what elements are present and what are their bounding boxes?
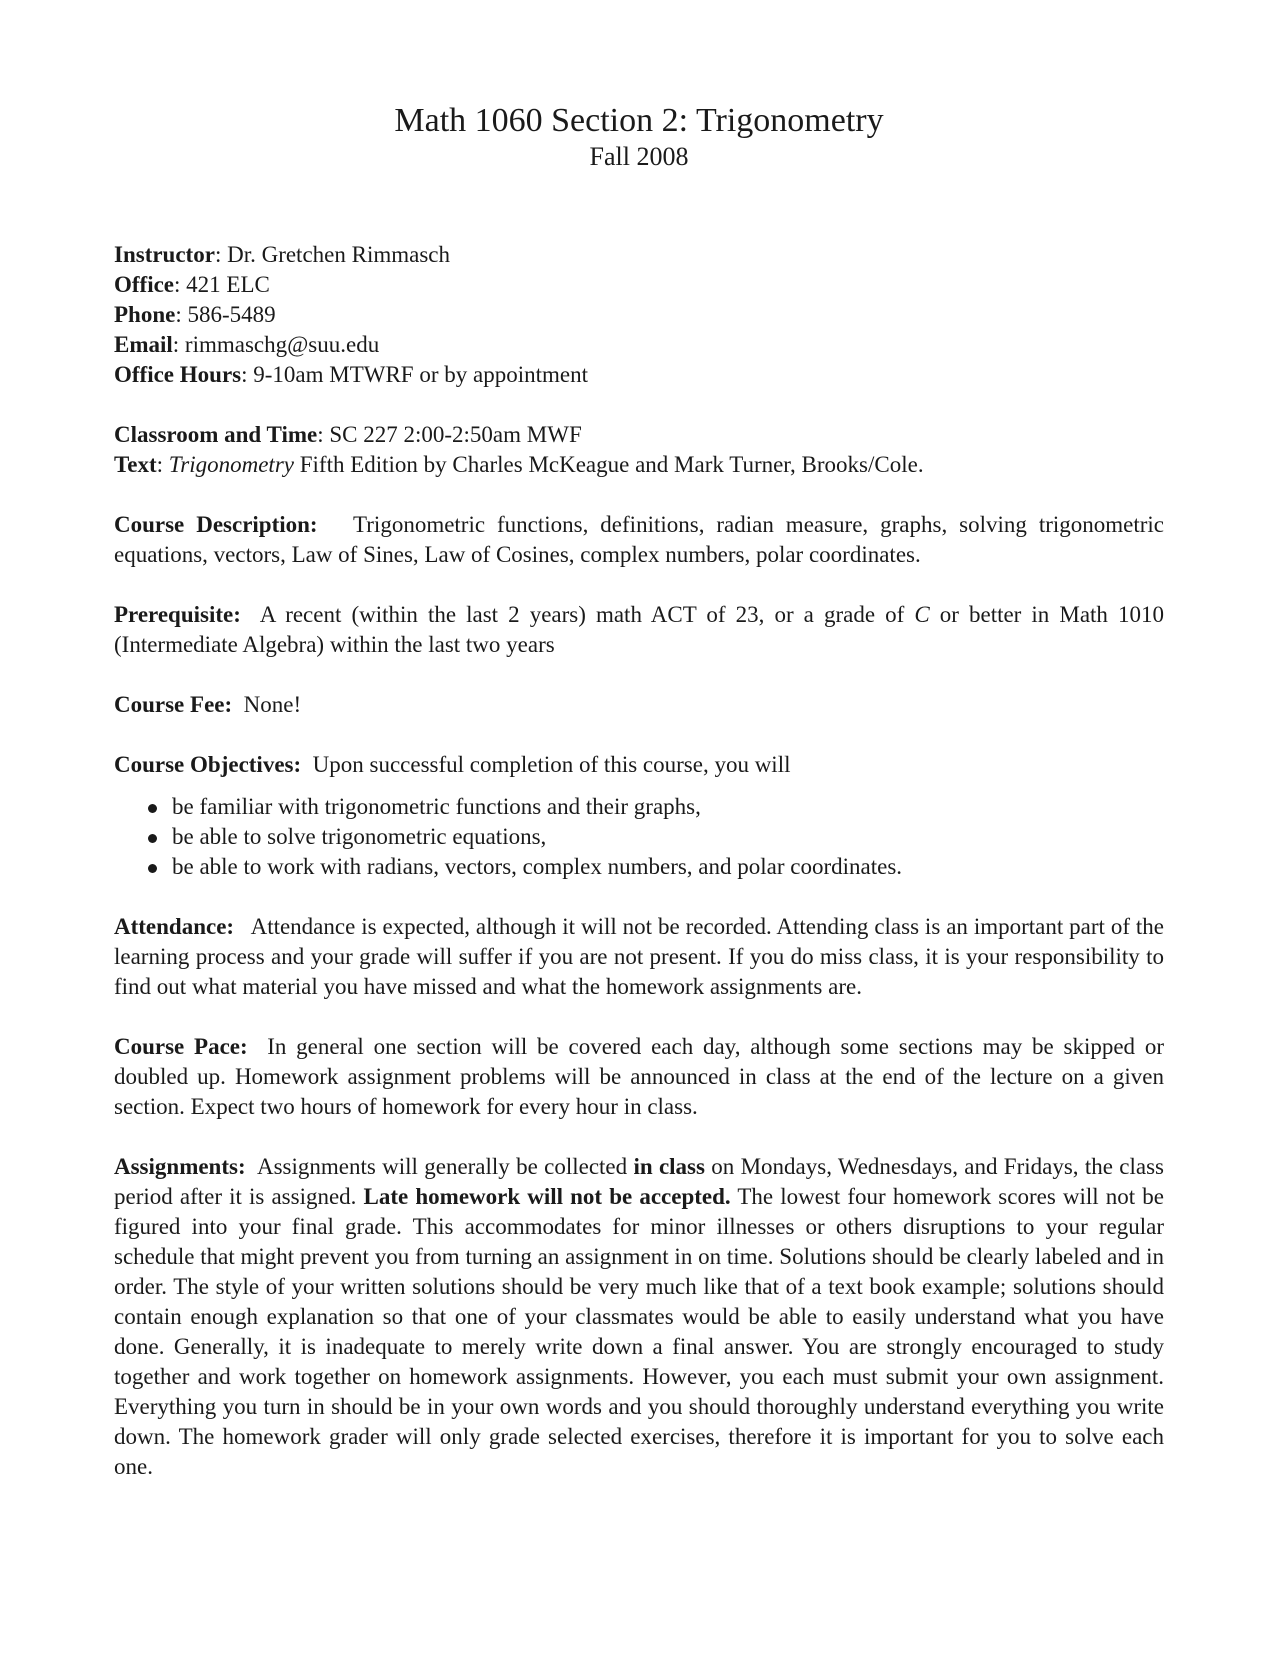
description-label: Course Description: <box>114 512 318 537</box>
text-line <box>114 450 1164 480</box>
office-label: Office <box>114 272 175 297</box>
office-line <box>114 270 1164 300</box>
office-hours-value: 9-10am MTWRF or by appointment <box>247 362 588 387</box>
classroom-line <box>114 420 1164 450</box>
objective-text: be able to solve trigonometric equations, <box>172 824 547 849</box>
assignments-label: Assignments: <box>114 1154 246 1179</box>
class-info <box>114 420 1164 480</box>
classroom-value: SC 227 2:00-2:50am MWF <box>323 422 582 447</box>
pace-value: In general one section will be covered each day, although some sections may be skipped or doubled up. Homework assignment problems will be announced in class at the end of the lecture on a given section. Expect two hours of homework for every hour in class. <box>114 1034 1164 1119</box>
course-fee <box>114 690 1164 720</box>
list-item <box>148 822 1164 852</box>
course-description <box>114 510 1164 570</box>
objectives-list <box>114 792 1164 882</box>
email-line <box>114 330 1164 360</box>
instructor-value: Dr. Gretchen Rimmasch <box>221 242 450 267</box>
assignments-part1: Assignments will generally be collected <box>256 1154 634 1179</box>
contact-info <box>114 240 1164 390</box>
pace-label: Course Pace: <box>114 1034 248 1059</box>
email-value: rimmaschg@suu.edu <box>179 332 380 357</box>
assignments-bold-in-class: in class <box>633 1154 705 1179</box>
classroom-label: Classroom and Time <box>114 422 318 447</box>
email-label: Email <box>114 332 173 357</box>
objectives-intro: Upon successful completion of this course, you will <box>312 752 791 777</box>
objectives-label: Course Objectives: <box>114 752 302 777</box>
assignments-part2: on Mondays, Wednesdays, and Fridays, the class period after it is assigned. <box>114 1154 1164 1209</box>
phone-sep: : <box>175 302 182 327</box>
objective-text: be able to work with radians, vectors, complex numbers, and polar coordinates. <box>172 854 903 879</box>
office-value: 421 ELC <box>180 272 270 297</box>
text-label: Text <box>114 452 157 477</box>
office-hours-label: Office Hours <box>114 362 242 387</box>
prerequisite <box>114 600 1164 660</box>
bullet-icon <box>148 864 157 873</box>
phone-line <box>114 300 1164 330</box>
assignments <box>114 1152 1164 1482</box>
classroom-sep: : <box>317 422 324 447</box>
prerequisite-label: Prerequisite: <box>114 602 241 627</box>
term-subtitle: Fall 2008 <box>589 142 689 171</box>
phone-value: 586-5489 <box>181 302 276 327</box>
text-book-title: Trigonometry <box>168 452 294 477</box>
instructor-label: Instructor <box>114 242 215 267</box>
bullet-icon <box>148 834 157 843</box>
office-hours-sep: : <box>241 362 248 387</box>
assignments-part3: The lowest four homework scores will not be figured into your final grade. This accommodates for minor illnesses or others disruptions to your regular schedule that might prevent you from turning an assignment in on time. Solutions should be clearly labeled and in order. The style of your written solutions should be very much like that of a text book example; solutions should contain enough explanation so that one of your classmates would be able to easily understand what you have done. Generally, it is inadequate to merely write down a final answer. You are strongly encouraged to study together and work together on homework assignments. However, you each must submit your own assignment. Everything you turn in should be in your own words and you should thoroughly understand everything you write down. The homework grader will only grade selected exercises, therefore it is important for you to solve each one. <box>114 1184 1165 1479</box>
attendance <box>114 912 1164 1002</box>
prerequisite-before: A recent (within the last 2 years) math ACT of 23, or a grade of <box>259 602 915 627</box>
page-title: Math 1060 Section 2: Trigonometry <box>394 102 884 139</box>
fee-value: None! <box>243 692 302 717</box>
description-value: Trigonometric functions, definitions, radian measure, graphs, solving trigonometric equations, vectors, Law of Sines, Law of Cosines, complex numbers, polar coordinates. <box>114 512 1165 567</box>
course-objectives <box>114 750 1164 780</box>
prerequisite-after: or better in Math 1010 (Intermediate Algebra) within the last two years <box>114 602 1164 657</box>
assignments-bold-late-policy: Late homework will not be accepted. <box>363 1184 731 1209</box>
text-book-details: Fifth Edition by Charles McKeague and Mark Turner, Brooks/Cole. <box>293 452 924 477</box>
phone-label: Phone <box>114 302 176 327</box>
text-sep: : <box>156 452 163 477</box>
office-sep: : <box>174 272 181 297</box>
title-block <box>114 100 1164 172</box>
instructor-sep: : <box>214 242 222 267</box>
instructor-line <box>114 240 1164 270</box>
office-hours-line <box>114 360 1164 390</box>
bullet-icon <box>148 804 157 813</box>
attendance-label: Attendance: <box>114 914 235 939</box>
course-pace <box>114 1032 1164 1122</box>
fee-label: Course Fee: <box>114 692 233 717</box>
list-item <box>148 792 1164 822</box>
email-sep: : <box>172 332 180 357</box>
list-item <box>148 852 1164 882</box>
prerequisite-grade: C <box>914 602 930 627</box>
objective-text: be familiar with trigonometric functions and their graphs, <box>172 794 701 819</box>
attendance-value: Attendance is expected, although it will not be recorded. Attending class is an important part of the learning process and your grade will suffer if you are not present. If you do miss class, it is your responsibility to find out what material you have missed and what the homework assignments are. <box>114 914 1164 999</box>
